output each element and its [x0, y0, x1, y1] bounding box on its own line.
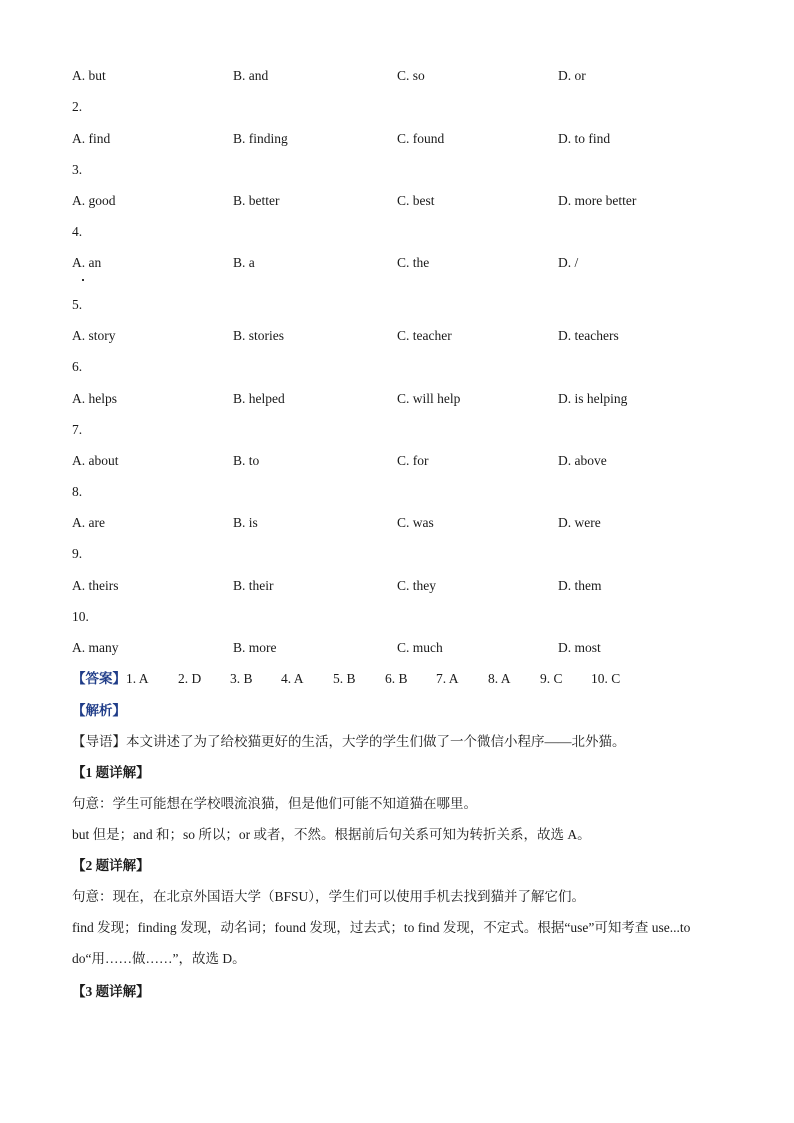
option-b[interactable]: B. a [233, 255, 255, 270]
option-d[interactable]: D. most [558, 640, 601, 655]
option-c[interactable]: C. was [397, 515, 434, 530]
option-a[interactable]: A. are [72, 515, 105, 530]
detail-1-line: 句意：学生可能想在学校喂流浪猫，但是他们可能不知道猫在哪里。 [72, 796, 477, 811]
option-a[interactable]: A. helps [72, 391, 117, 406]
answer-item: 5. B [333, 671, 356, 686]
question-8-number: 8. [72, 484, 83, 499]
option-b[interactable]: B. and [233, 68, 269, 83]
answer-key [72, 669, 620, 689]
option-a[interactable]: A. many [72, 640, 119, 655]
option-d[interactable]: D. / [558, 255, 579, 270]
option-a[interactable]: A. but [72, 68, 106, 83]
question-6-number: 6. [72, 359, 83, 374]
detail-1-heading: 【1 题详解】 [72, 765, 150, 780]
answer-item: 2. D [178, 671, 202, 686]
detail-1-line: but 但是；and 和；so 所以；or 或者，不然。根据前后句关系可知为转折关系，故选 A。 [72, 827, 591, 842]
option-a[interactable]: A. story [72, 328, 116, 343]
option-c[interactable]: C. best [397, 193, 435, 208]
option-c[interactable]: C. teacher [397, 328, 452, 343]
option-b[interactable]: B. better [233, 193, 280, 208]
option-b[interactable]: B. is [233, 515, 258, 530]
answer-item: 8. A [488, 671, 511, 686]
detail-2-line: 句意：现在，在北京外国语大学（BFSU），学生们可以使用手机去找到猫并了解它们。 [72, 889, 586, 904]
option-c[interactable]: C. will help [397, 391, 461, 406]
answer-label: 【答案】 [72, 671, 126, 686]
answer-item: 6. B [385, 671, 408, 686]
answer-item: 10. C [591, 671, 621, 686]
option-c[interactable]: C. they [397, 578, 436, 593]
answer-item: 3. B [230, 671, 253, 686]
option-d[interactable]: D. is helping [558, 391, 628, 406]
answer-item: 7. A [436, 671, 459, 686]
option-b[interactable]: B. more [233, 640, 277, 655]
option-a[interactable]: A. an [72, 255, 102, 270]
option-b[interactable]: B. their [233, 578, 274, 593]
analysis-label: 【解析】 [72, 703, 126, 718]
answer-item: 4. A [281, 671, 304, 686]
question-9-number: 9. [72, 546, 83, 561]
detail-2-line: find 发现；finding 发现，动名词；found 发现，过去式；to find 发现，不定式。根据“use”可知考查 use...to [72, 920, 691, 935]
question-7-number: 7. [72, 422, 83, 437]
stray-dot [82, 279, 84, 281]
question-10-number: 10. [72, 609, 89, 624]
question-2-number: 2. [72, 99, 83, 114]
answer-item: 9. C [540, 671, 563, 686]
option-b[interactable]: B. to [233, 453, 260, 468]
option-a[interactable]: A. find [72, 131, 111, 146]
detail-2-line: do“用……做……”，故选 D。 [72, 951, 246, 966]
option-c[interactable]: C. so [397, 68, 425, 83]
option-a[interactable]: A. about [72, 453, 119, 468]
intro-paragraph: 【导语】本文讲述了为了给校猫更好的生活，大学的学生们做了一个微信小程序——北外猫。 [72, 734, 626, 749]
question-3-number: 3. [72, 162, 83, 177]
option-c[interactable]: C. found [397, 131, 445, 146]
option-d[interactable]: D. or [558, 68, 586, 83]
option-c[interactable]: C. for [397, 453, 429, 468]
detail-2-heading: 【2 题详解】 [72, 858, 150, 873]
answer-item: 1. A [126, 671, 149, 686]
option-d[interactable]: D. above [558, 453, 607, 468]
option-b[interactable]: B. stories [233, 328, 285, 343]
option-c[interactable]: C. much [397, 640, 443, 655]
option-a[interactable]: A. good [72, 193, 116, 208]
question-4-number: 4. [72, 224, 83, 239]
option-b[interactable]: B. helped [233, 391, 285, 406]
option-d[interactable]: D. teachers [558, 328, 619, 343]
option-c[interactable]: C. the [397, 255, 430, 270]
option-b[interactable]: B. finding [233, 131, 288, 146]
option-d[interactable]: D. were [558, 515, 601, 530]
detail-3-heading: 【3 题详解】 [72, 984, 150, 999]
question-5-number: 5. [72, 297, 83, 312]
option-d[interactable]: D. them [558, 578, 602, 593]
option-d[interactable]: D. more better [558, 193, 637, 208]
option-a[interactable]: A. theirs [72, 578, 119, 593]
option-d[interactable]: D. to find [558, 131, 611, 146]
